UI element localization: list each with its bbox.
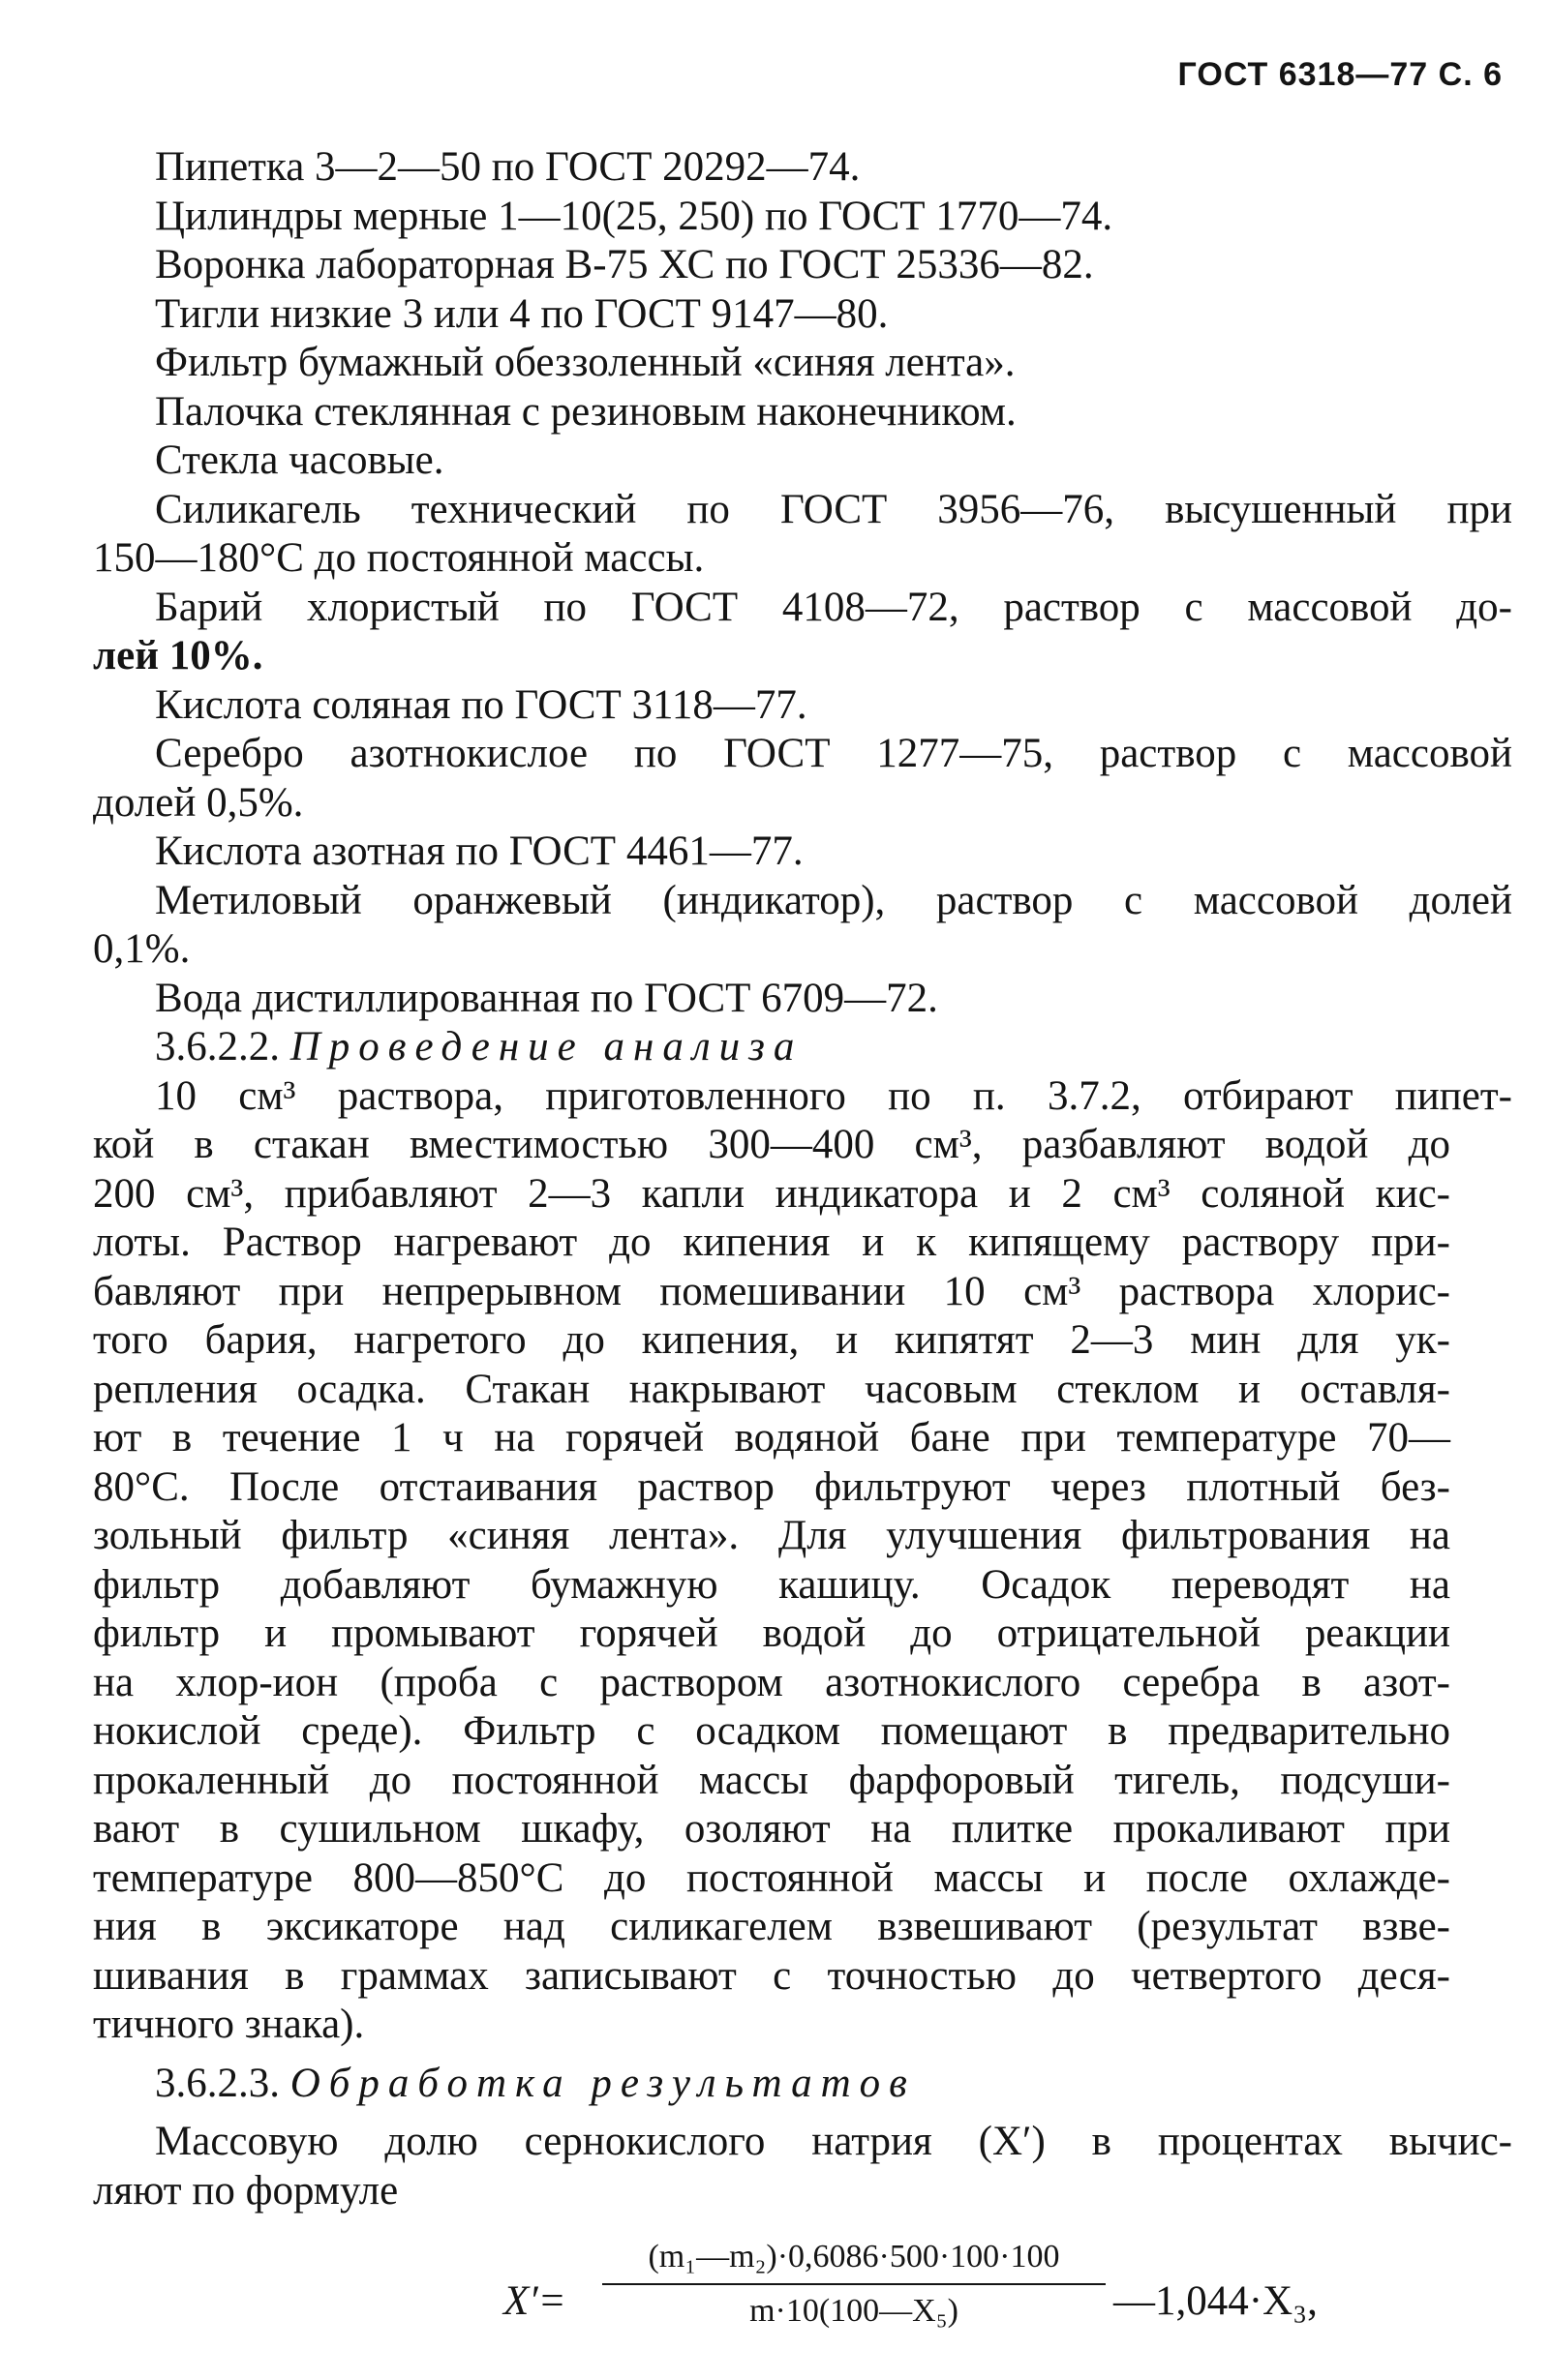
text-line: долей 0,5%.	[93, 779, 304, 826]
section-number: 3.6.2.3.	[155, 2060, 280, 2106]
formula-denominator: m·10(100—X₅)	[749, 2293, 958, 2329]
text-line: Массовую долю сернокислого натрия (X′) в процентах вычис-	[155, 2119, 1512, 2164]
text-line: 150—180°С до постоянной массы.	[93, 535, 705, 581]
text-line: Силикагель технический по ГОСТ 3956—76, высушенный при	[155, 486, 1512, 532]
section-heading-3-6-2-3	[155, 2060, 1512, 2109]
text-line: шивания в граммах записывают с точностью до четвертого деся-	[93, 1952, 1450, 1999]
text-line: Фильтр бумажный обеззоленный «синяя лента».	[155, 340, 1016, 385]
text-line: того бария, нагретого до кипения, и кипятят 2—3 мин для ук-	[93, 1317, 1450, 1363]
text-line: лоты. Раствор нагревают до кипения и к кипящему раствору при-	[93, 1220, 1450, 1265]
page-header: ГОСТ 6318—77 С. 6	[1177, 56, 1503, 93]
page-content	[93, 143, 1512, 2380]
text-line: Палочка стеклянная с резиновым наконечником.	[155, 388, 1017, 435]
text-line: прокаленный до постоянной массы фарфоровый тигель, подсуши-	[93, 1757, 1450, 1803]
section-heading-3-6-2-2	[155, 1023, 1512, 1072]
text-line: Пипетка 3—2—50 по ГОСТ 20292—74.	[155, 144, 861, 190]
section-title: Проведение анализа	[289, 1024, 804, 1069]
text-line: зольный фильтр «синяя лента». Для улучшения фильтрования на	[93, 1513, 1450, 1558]
text-line: ния в эксикаторе над силикагелем взвешивают (результат взве-	[93, 1904, 1450, 1949]
text-line: 80°С. После отстаивания раствор фильтруют через плотный без-	[93, 1463, 1450, 1510]
formula-lhs: X′=	[503, 2278, 566, 2324]
section-number: 3.6.2.2.	[155, 1024, 280, 1069]
text-line: 10 см³ раствора, приготовленного по п. 3.7.2, отбирают пипет-	[155, 1072, 1512, 1119]
text-line: Серебро азотнокислое по ГОСТ 1277—75, раствор с массовой	[155, 731, 1512, 776]
text-line: 0,1%.	[93, 926, 191, 972]
text-line: тичного знака).	[93, 2002, 365, 2047]
text-line: Метиловый оранжевый (индикатор), раствор с массовой долей	[155, 877, 1512, 923]
text-line: температуре 800—850°С до постоянной массы и после охлажде-	[93, 1854, 1450, 1901]
text-line: фильтр добавляют бумажную кашицу. Осадок переводят на	[93, 1561, 1450, 1608]
text-line: на хлор-ион (проба с раствором азотнокислого серебра в азот-	[93, 1659, 1450, 1705]
formula	[155, 2235, 1512, 2380]
text-line: репления осадка. Стакан накрывают часовым стеклом и оставля-	[93, 1366, 1450, 1412]
section-title: Обработка результатов	[289, 2060, 916, 2106]
formula-rhs: —1,044·X₃,	[1113, 2278, 1318, 2324]
text-line: нокислой среде). Фильтр с осадком помещают в предварительно	[93, 1708, 1450, 1754]
text-line: Тигли низкие 3 или 4 по ГОСТ 9147—80.	[155, 290, 889, 337]
text-line: фильтр и промывают горячей водой до отрицательной реакции	[93, 1611, 1450, 1656]
text-line: бавляют при непрерывном помешивании 10 см³ раствора хлорис-	[93, 1268, 1450, 1314]
text-line: Стекла часовые.	[155, 437, 444, 483]
text-line: вают в сушильном шкафу, озоляют на плитке прокаливают при	[93, 1806, 1450, 1852]
text-line: ют в течение 1 ч на горячей водяной бане при температуре 70—	[93, 1415, 1450, 1461]
text-line: 200 см³, прибавляют 2—3 капли индикатора и 2 см³ соляной кис-	[93, 1170, 1450, 1217]
text-line: Барий хлористый по ГОСТ 4108—72, раствор с массовой до-	[155, 584, 1512, 630]
text-line: Вода дистиллированная по ГОСТ 6709—72.	[155, 975, 938, 1021]
text-line: Воронка лабораторная В-75 ХС по ГОСТ 25336—82.	[155, 242, 1094, 287]
text-line: ляют по формуле	[93, 2167, 399, 2214]
formula-fraction	[602, 2235, 1106, 2334]
text-line: лей 10%.	[93, 633, 263, 678]
text-line: Кислота азотная по ГОСТ 4461—77.	[155, 828, 804, 874]
formula-numerator: (m₁—m₂)·0,6086·500·100·100	[602, 2235, 1106, 2285]
text-line: Цилиндры мерные 1—10(25, 250) по ГОСТ 1770—74.	[155, 193, 1113, 239]
text-line: Кислота соляная по ГОСТ 3118—77.	[155, 681, 807, 728]
text-line: кой в стакан вместимостью 300—400 см³, разбавляют водой до	[93, 1122, 1450, 1167]
